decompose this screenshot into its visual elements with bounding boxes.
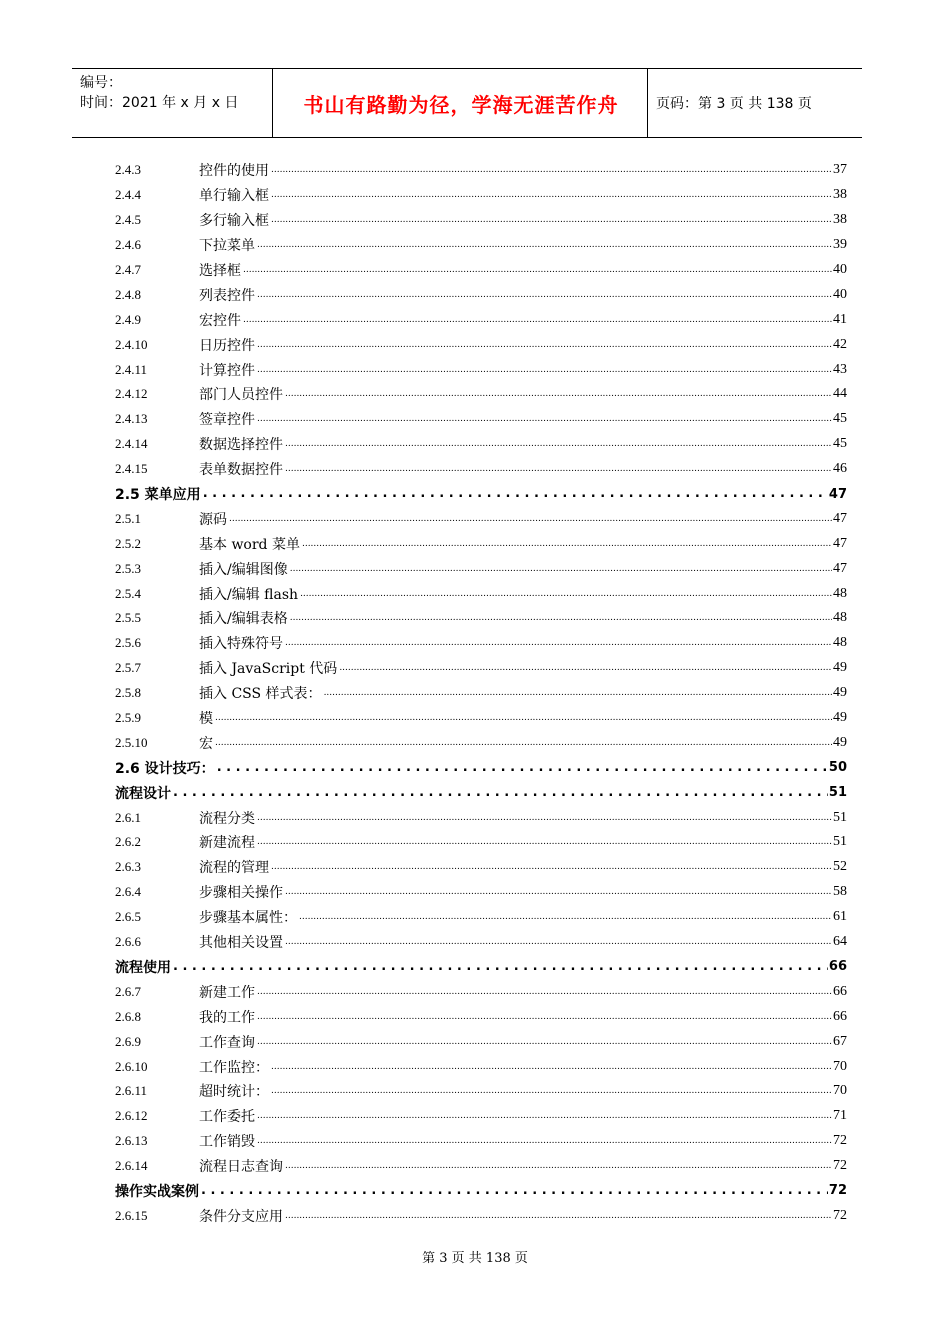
toc-number: 2.6.14 [115, 1158, 148, 1174]
toc-title: 新建工作 [199, 984, 255, 1001]
dot-leader [217, 761, 828, 775]
page-header [72, 68, 862, 138]
dot-leader [285, 636, 832, 650]
toc-title: 工作销毁 [199, 1134, 255, 1151]
toc-page: 39 [833, 237, 847, 253]
toc-section-entry[interactable] [115, 955, 847, 980]
dot-leader [324, 686, 832, 700]
toc-title: 列表控件 [199, 287, 255, 304]
toc-number: 2.4.14 [115, 436, 148, 452]
toc-title: 数据选择控件 [199, 437, 283, 454]
toc-section-title: 2.5 菜单应用 [115, 487, 201, 504]
dot-leader [285, 462, 832, 476]
toc-title: 宏控件 [199, 312, 241, 329]
toc-entry[interactable] [115, 880, 847, 905]
toc-title: 插入特殊符号 [199, 636, 283, 653]
toc-number: 2.4.13 [115, 411, 148, 427]
toc-number: 2.4.7 [115, 262, 141, 277]
dot-leader [257, 811, 832, 825]
dot-leader [243, 313, 832, 327]
toc-entry[interactable] [115, 407, 847, 432]
toc-entry[interactable] [115, 1129, 847, 1154]
dot-leader [290, 611, 832, 625]
toc-page: 41 [833, 311, 847, 327]
toc-entry[interactable] [115, 332, 847, 357]
toc-title: 我的工作 [199, 1009, 255, 1026]
toc-page: 70 [833, 1083, 847, 1099]
toc-page: 48 [833, 610, 847, 626]
toc-title: 步骤相关操作 [199, 885, 283, 902]
toc-title: 源码 [199, 511, 227, 528]
toc-page: 67 [833, 1033, 847, 1049]
toc-section-entry[interactable] [115, 780, 847, 805]
toc-entry[interactable] [115, 307, 847, 332]
toc-entry[interactable] [115, 233, 847, 258]
toc-page: 45 [833, 411, 847, 427]
toc-page: 40 [833, 262, 847, 277]
toc-number: 2.4.3 [115, 162, 141, 178]
toc-section-title: 流程设计 [115, 785, 171, 802]
dot-leader [271, 163, 832, 177]
dot-leader [257, 363, 832, 377]
toc-title: 签章控件 [199, 412, 255, 429]
toc-number: 2.6.11 [115, 1083, 148, 1099]
toc-page: 48 [833, 635, 847, 651]
toc-entry[interactable] [115, 681, 847, 706]
toc-page: 47 [833, 535, 847, 551]
toc-page: 47 [833, 560, 847, 576]
toc-page: 72 [833, 1158, 847, 1174]
toc-number: 2.6.10 [115, 1058, 148, 1074]
dot-leader [285, 885, 832, 899]
toc-number: 2.6.13 [115, 1133, 148, 1149]
toc-number: 2.6.9 [115, 1033, 141, 1049]
toc-number: 2.4.9 [115, 311, 141, 327]
toc-title: 插入/编辑图像 [199, 561, 288, 578]
dot-leader [285, 437, 832, 451]
toc-number: 2.5.8 [115, 685, 141, 701]
dot-leader [257, 412, 832, 426]
toc-entry[interactable] [115, 1054, 847, 1079]
dot-leader [257, 238, 832, 252]
toc-title: 基本 word 菜单 [199, 536, 300, 553]
toc-entry[interactable] [115, 258, 847, 283]
dot-leader [201, 1184, 828, 1198]
toc-title: 流程分类 [199, 810, 255, 827]
dot-leader [173, 786, 828, 800]
header-motto: 书山有路勤为径，学海无涯苦作舟 [303, 92, 619, 117]
dot-leader [271, 1084, 832, 1098]
toc-title: 下拉菜单 [199, 238, 255, 255]
dot-leader [285, 935, 832, 949]
toc-title: 部门人员控件 [199, 387, 283, 404]
toc-entry[interactable] [115, 1203, 847, 1228]
dot-leader [271, 860, 832, 874]
dot-leader [257, 338, 832, 352]
dot-leader [257, 985, 832, 999]
toc-entry[interactable] [115, 382, 847, 407]
toc-page: 47 [833, 510, 847, 526]
toc-title: 计算控件 [199, 362, 255, 379]
toc-page: 64 [833, 934, 847, 950]
toc-number: 2.5.9 [115, 710, 141, 726]
toc-page: 40 [833, 286, 847, 302]
toc-entry[interactable] [115, 457, 847, 482]
toc-title: 插入 CSS 样式表： [199, 686, 322, 703]
toc-title: 超时统计： [199, 1084, 269, 1101]
toc-page: 52 [833, 859, 847, 875]
toc-page: 44 [833, 386, 847, 402]
toc-section-title: 流程使用 [115, 959, 171, 976]
toc-entry[interactable] [115, 855, 847, 880]
toc-page: 66 [833, 1008, 847, 1024]
toc-title: 工作委托 [199, 1109, 255, 1126]
toc-page: 49 [833, 734, 847, 750]
toc-entry[interactable] [115, 631, 847, 656]
code-label: 编号： [80, 75, 122, 91]
toc-entry[interactable] [115, 158, 847, 183]
dot-leader [215, 711, 832, 725]
toc-title: 日历控件 [199, 337, 255, 354]
toc-page: 38 [833, 187, 847, 203]
toc-entry[interactable] [115, 282, 847, 307]
dot-leader [300, 587, 832, 601]
toc-title: 表单数据控件 [199, 462, 283, 479]
toc-number: 2.5.10 [115, 734, 148, 750]
toc-entry[interactable] [115, 805, 847, 830]
toc-page: 49 [833, 660, 847, 676]
toc-page: 45 [833, 436, 847, 452]
toc-page: 61 [833, 909, 847, 925]
dot-leader [257, 288, 832, 302]
toc-number: 2.6.12 [115, 1108, 148, 1124]
toc-entry[interactable] [115, 606, 847, 631]
header-divider [647, 69, 648, 137]
toc-number: 2.6.15 [115, 1207, 148, 1223]
toc-page: 66 [833, 983, 847, 999]
toc-entry[interactable] [115, 930, 847, 955]
toc-number: 2.5.1 [115, 510, 141, 526]
dot-leader [257, 1109, 832, 1123]
toc-page: 51 [833, 834, 847, 850]
toc-page: 71 [833, 1108, 847, 1124]
toc-title: 选择框 [199, 263, 241, 279]
toc-number: 2.5.5 [115, 610, 141, 626]
toc-entry[interactable] [115, 1004, 847, 1029]
toc-section-title: 操作实战案例 [115, 1183, 199, 1200]
toc-entry[interactable] [115, 183, 847, 208]
toc-page: 37 [833, 162, 847, 178]
dot-leader [302, 537, 832, 551]
toc-entry[interactable] [115, 1029, 847, 1054]
header-page-label: 页码：第 3 页 共 138 页 [656, 96, 812, 112]
toc-number: 2.6.1 [115, 809, 141, 825]
dot-leader [285, 387, 832, 401]
dot-leader [215, 736, 832, 750]
toc-number: 2.4.6 [115, 237, 141, 253]
dot-leader [271, 188, 832, 202]
toc-number: 2.5.4 [115, 585, 141, 601]
toc-title: 流程日志查询 [199, 1159, 283, 1176]
toc-title: 新建流程 [199, 835, 255, 852]
toc-page: 50 [828, 760, 847, 776]
dot-leader [229, 512, 832, 526]
toc-entry[interactable] [115, 357, 847, 382]
toc-page: 49 [833, 685, 847, 701]
toc-number: 2.4.10 [115, 336, 148, 352]
toc-number: 2.4.11 [115, 361, 148, 377]
dot-leader [285, 1209, 832, 1223]
toc-title: 宏 [199, 735, 213, 752]
toc-page: 58 [833, 884, 847, 900]
toc-number: 2.5.6 [115, 635, 141, 651]
toc-page: 43 [833, 361, 847, 377]
toc-entry[interactable] [115, 1104, 847, 1129]
toc-page: 49 [833, 710, 847, 726]
dot-leader [173, 960, 828, 974]
toc-section-entry[interactable] [115, 1179, 847, 1204]
toc-page: 70 [833, 1058, 847, 1074]
toc-number: 2.6.7 [115, 983, 141, 999]
toc-number: 2.6.8 [115, 1008, 141, 1024]
toc-number: 2.4.12 [115, 386, 148, 402]
toc-title: 单行输入框 [199, 188, 269, 205]
toc-title: 工作监控： [199, 1059, 269, 1076]
toc-title: 模 [199, 711, 213, 728]
toc-title: 其他相关设置 [199, 935, 283, 952]
toc-page: 72 [828, 1183, 847, 1199]
toc-title: 插入/编辑 flash [199, 586, 299, 603]
toc-title: 工作查询 [199, 1034, 255, 1051]
toc-number: 2.4.15 [115, 461, 148, 477]
toc-title: 插入 JavaScript 代码 [199, 661, 338, 678]
toc-title: 多行输入框 [199, 213, 269, 230]
toc-entry[interactable] [115, 556, 847, 581]
toc-page: 42 [833, 336, 847, 352]
dot-leader [243, 263, 832, 277]
toc-page: 51 [828, 785, 847, 801]
toc-title: 控件的使用 [199, 163, 269, 180]
dot-leader [285, 1159, 832, 1173]
dot-leader [271, 1060, 832, 1074]
toc-number: 2.6.2 [115, 834, 141, 850]
toc-entry[interactable] [115, 1079, 847, 1104]
toc-page: 66 [828, 959, 847, 975]
dot-leader [203, 487, 828, 501]
toc-section-entry[interactable] [115, 755, 847, 780]
toc-number: 2.5.2 [115, 535, 141, 551]
dot-leader [257, 835, 832, 849]
toc-entry[interactable] [115, 830, 847, 855]
toc-entry[interactable] [115, 656, 847, 681]
dot-leader [299, 910, 832, 924]
toc-entry[interactable] [115, 506, 847, 531]
toc-entry[interactable] [115, 581, 847, 606]
dot-leader [339, 661, 832, 675]
toc-page: 51 [833, 809, 847, 825]
header-divider [272, 69, 273, 137]
page-footer: 第 3 页 共 138 页 [422, 1251, 528, 1266]
toc-page: 46 [833, 461, 847, 477]
dot-leader [257, 1010, 832, 1024]
dot-leader [290, 562, 832, 576]
toc-section-title: 2.6 设计技巧： [115, 760, 215, 777]
toc-number: 2.4.8 [115, 286, 141, 302]
toc-page: 72 [833, 1133, 847, 1149]
toc-page: 38 [833, 212, 847, 228]
dot-leader [257, 1035, 832, 1049]
dot-leader [257, 1134, 832, 1148]
toc-title: 插入/编辑表格 [199, 611, 288, 628]
toc-section-entry[interactable] [115, 482, 847, 507]
toc-number: 2.5.7 [115, 660, 141, 676]
toc-entry[interactable] [115, 531, 847, 556]
toc-entry[interactable] [115, 979, 847, 1004]
toc-entry[interactable] [115, 706, 847, 731]
toc-entry[interactable] [115, 730, 847, 755]
toc-page: 47 [828, 486, 847, 502]
dot-leader [271, 213, 832, 227]
table-of-contents [115, 158, 847, 1228]
time-label: 时间：2021 年 x 月 x 日 [80, 95, 239, 111]
toc-entry[interactable] [115, 1154, 847, 1179]
toc-number: 2.6.4 [115, 884, 141, 900]
toc-page: 48 [833, 585, 847, 601]
header-meta [80, 73, 270, 113]
toc-entry[interactable] [115, 432, 847, 457]
toc-page: 72 [833, 1207, 847, 1223]
toc-number: 2.6.3 [115, 859, 141, 875]
toc-title: 步骤基本属性： [199, 910, 297, 927]
toc-number: 2.5.3 [115, 560, 141, 576]
toc-entry[interactable] [115, 208, 847, 233]
toc-number: 2.4.5 [115, 212, 141, 228]
toc-title: 条件分支应用 [199, 1208, 283, 1225]
toc-entry[interactable] [115, 905, 847, 930]
toc-number: 2.6.5 [115, 909, 141, 925]
toc-title: 流程的管理 [199, 860, 269, 877]
toc-number: 2.6.6 [115, 934, 141, 950]
toc-number: 2.4.4 [115, 187, 141, 203]
